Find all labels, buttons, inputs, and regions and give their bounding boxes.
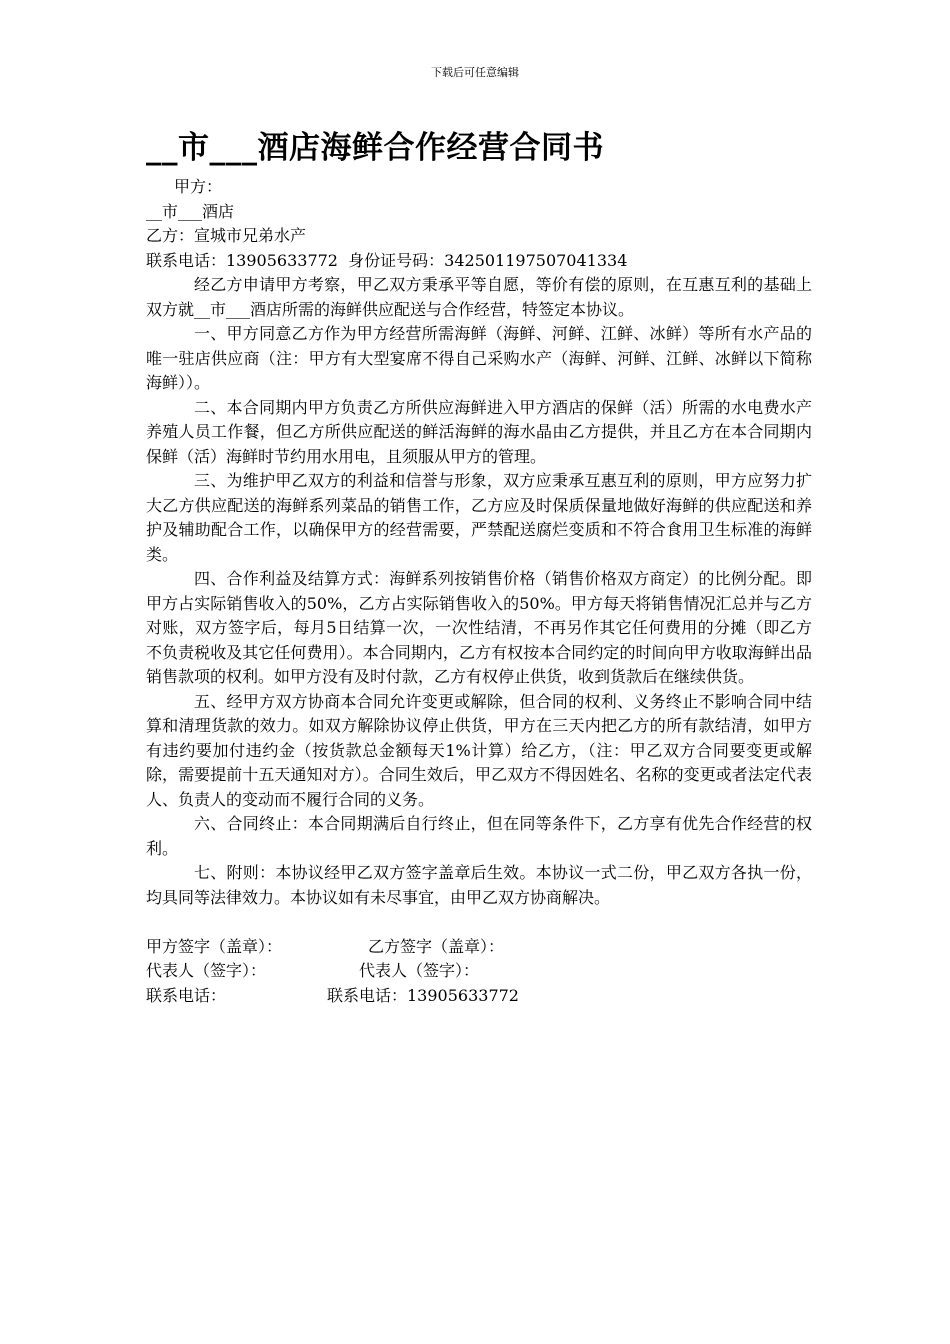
party-b: 乙方：宣城市兄弟水产 xyxy=(146,226,307,245)
paragraph-clause-7: 七、附则：本协议经甲乙双方签字盖章后生效。本协议一式二份，甲乙双方各执一份，均具同等法律效力。本协议如有未尽事宜，由甲乙双方协商解决。 xyxy=(146,863,812,907)
paragraph-clause-3: 三、为维护甲乙双方的利益和信誉与形象，双方应秉承互惠互利的原则，甲方应努力扩大乙方供应配送的海鲜系列菜品的销售工作，乙方应及时保质保量地做好海鲜的供应配送和养护及辅助配合工作，以确保甲方的经营需要，严禁配送腐烂变质和不符合食用卫生标准的海鲜类。 xyxy=(146,471,812,564)
paragraph-clause-6: 六、合同终止：本合同期满后自行终止，但在同等条件下，乙方享有优先合作经营的权利。 xyxy=(146,814,812,858)
signature-row-phone xyxy=(146,984,812,1009)
header-note: 下载后可任意编辑 xyxy=(431,66,519,79)
party-b-sign-label: 乙方签字（盖章）： xyxy=(368,936,505,956)
paragraph-intro: 经乙方申请甲方考察，甲乙双方秉承平等自愿，等价有偿的原则，在互惠互利的基础上双方就__市___酒店所需的海鲜供应配送与合作经营，特签定本协议。 xyxy=(146,275,812,319)
contact-info: 联系电话：13905633772 身份证号码：342501197507041334 xyxy=(146,250,628,270)
spacer xyxy=(146,910,812,935)
paragraph-clause-2: 二、本合同期内甲方负责乙方所供应海鲜进入甲方酒店的保鲜（活）所需的水电费水产养殖人员工作餐，但乙方所供应配送的鲜活海鲜的海水晶由乙方提供，并且乙方在本合同期内保鲜（活）海鲜时节约用水用电，且须服从甲方的管理。 xyxy=(146,397,812,466)
party-a-phone-label: 联系电话： xyxy=(146,985,227,1005)
paragraph-clause-1: 一、甲方同意乙方作为甲方经营所需海鲜（海鲜、河鲜、江鲜、冰鲜）等所有水产品的唯一驻店供应商（注：甲方有大型宴席不得自己采购水产（海鲜、河鲜、江鲜、冰鲜以下简称海鲜））。 xyxy=(146,324,812,392)
party-b-rep-label: 代表人（签字）： xyxy=(359,961,480,980)
party-a-label: 甲方： xyxy=(174,177,223,196)
party-b-phone-label: 联系电话：13905633772 xyxy=(327,985,519,1005)
contract-body xyxy=(146,175,812,1008)
paragraph-clause-5: 五、经甲方双方协商本合同允许变更或解除，但合同的权利、义务终止不影响合同中结算和清理货款的效力。如双方解除协议停止供货，甲方在三天内把乙方的所有款结清，如甲方有违约要加付违约金（按货款总金额每天1%计算）给乙方，（注：甲乙双方合同要变更或解除，需要提前十五天通知对方）。合同生效后，甲乙双方不得因姓名、名称的变更或者法定代表人、负责人的变动而不履行合同的义务。 xyxy=(146,691,812,809)
party-a-name: __市___酒店 xyxy=(146,201,235,221)
party-a-rep-label: 代表人（签字）： xyxy=(146,961,267,980)
signature-row-seal xyxy=(146,935,812,960)
paragraph-clause-4: 四、合作利益及结算方式：海鲜系列按销售价格（销售价格双方商定）的比例分配。即甲方占实际销售收入的50%，乙方占实际销售收入的50%。甲方每天将销售情况汇总并与乙方对账，双方签字后，每月5日结算一次，一次性结清，不再另作其它任何费用的分摊（即乙方不负责税收及其它任何费用）。本合同期内，乙方有权按本合同约定的时间向甲方收取海鲜出品销售款项的权利。如甲方没有及时付款，乙方有权停止供货，收到货款后在继续供货。 xyxy=(146,569,812,686)
signature-row-representative xyxy=(146,959,812,984)
document-title: __市___酒店海鲜合作经营合同书 xyxy=(146,130,604,166)
party-a-sign-label: 甲方签字（盖章）： xyxy=(146,936,283,956)
